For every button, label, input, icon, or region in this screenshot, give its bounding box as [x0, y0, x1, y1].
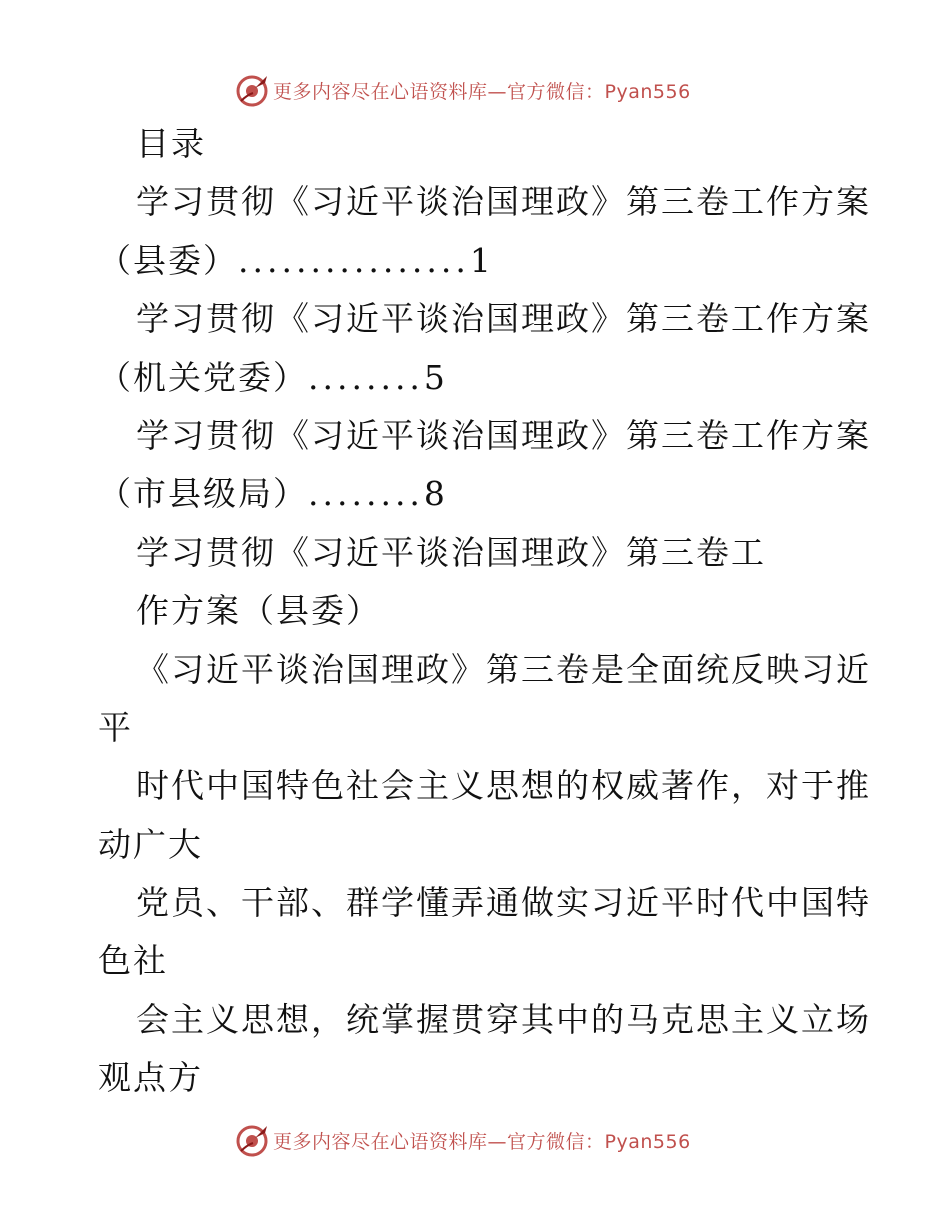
document-body — [98, 115, 871, 1108]
paragraph-line: 观点方 — [98, 1058, 203, 1098]
header-banner — [235, 72, 691, 108]
section-title-line1: 学习贯彻《习近平谈治国理政》第三卷工 — [136, 532, 766, 572]
quill-pen-logo-icon — [235, 1123, 269, 1157]
toc-entry-page: 5 — [423, 357, 447, 397]
toc-heading: 目录 — [136, 124, 206, 163]
toc-entry-page: 1 — [469, 240, 493, 280]
toc-entry-suffix-line — [98, 349, 858, 407]
quill-pen-logo-icon — [235, 73, 269, 107]
paragraph-line: 色社 — [98, 941, 168, 981]
toc-entry-suffix: （县委） — [98, 240, 238, 280]
paragraph-line: 平 — [98, 707, 133, 747]
toc-entry-title: 学习贯彻《习近平谈治国理政》第三卷工作方案 — [136, 299, 871, 339]
toc-entry-suffix: （市县级局） — [98, 474, 308, 514]
toc-entry-suffix-line — [98, 465, 858, 523]
toc-entry-dots: ................ — [238, 240, 470, 280]
section-title-line2: 作方案（县委） — [136, 591, 381, 631]
paragraph-line: 《习近平谈治国理政》第三卷是全面统反映习近 — [136, 649, 871, 689]
paragraph-line: 党员、干部、群学懂弄通做实习近平时代中国特 — [136, 883, 871, 923]
toc-entry-dots: ........ — [308, 474, 424, 514]
header-banner-text: 更多内容尽在心语资料库—官方微信：Pyan556 — [273, 80, 691, 103]
footer-banner-text: 更多内容尽在心语资料库—官方微信：Pyan556 — [273, 1130, 691, 1153]
toc-entry-title: 学习贯彻《习近平谈治国理政》第三卷工作方案 — [136, 415, 871, 455]
paragraph-line: 会主义思想，统掌握贯穿其中的马克思主义立场 — [136, 999, 871, 1039]
toc-entry-page: 8 — [423, 474, 447, 514]
paragraph-line: 动广大 — [98, 824, 203, 864]
toc-entry-dots: ........ — [308, 357, 424, 397]
toc-entry-suffix: （机关党委） — [98, 357, 308, 397]
toc-entry-suffix-line — [98, 232, 858, 290]
paragraph-line: 时代中国特色社会主义思想的权威著作，对于推 — [136, 766, 871, 806]
footer-banner — [235, 1122, 691, 1158]
toc-entry-title: 学习贯彻《习近平谈治国理政》第三卷工作方案 — [136, 182, 871, 222]
